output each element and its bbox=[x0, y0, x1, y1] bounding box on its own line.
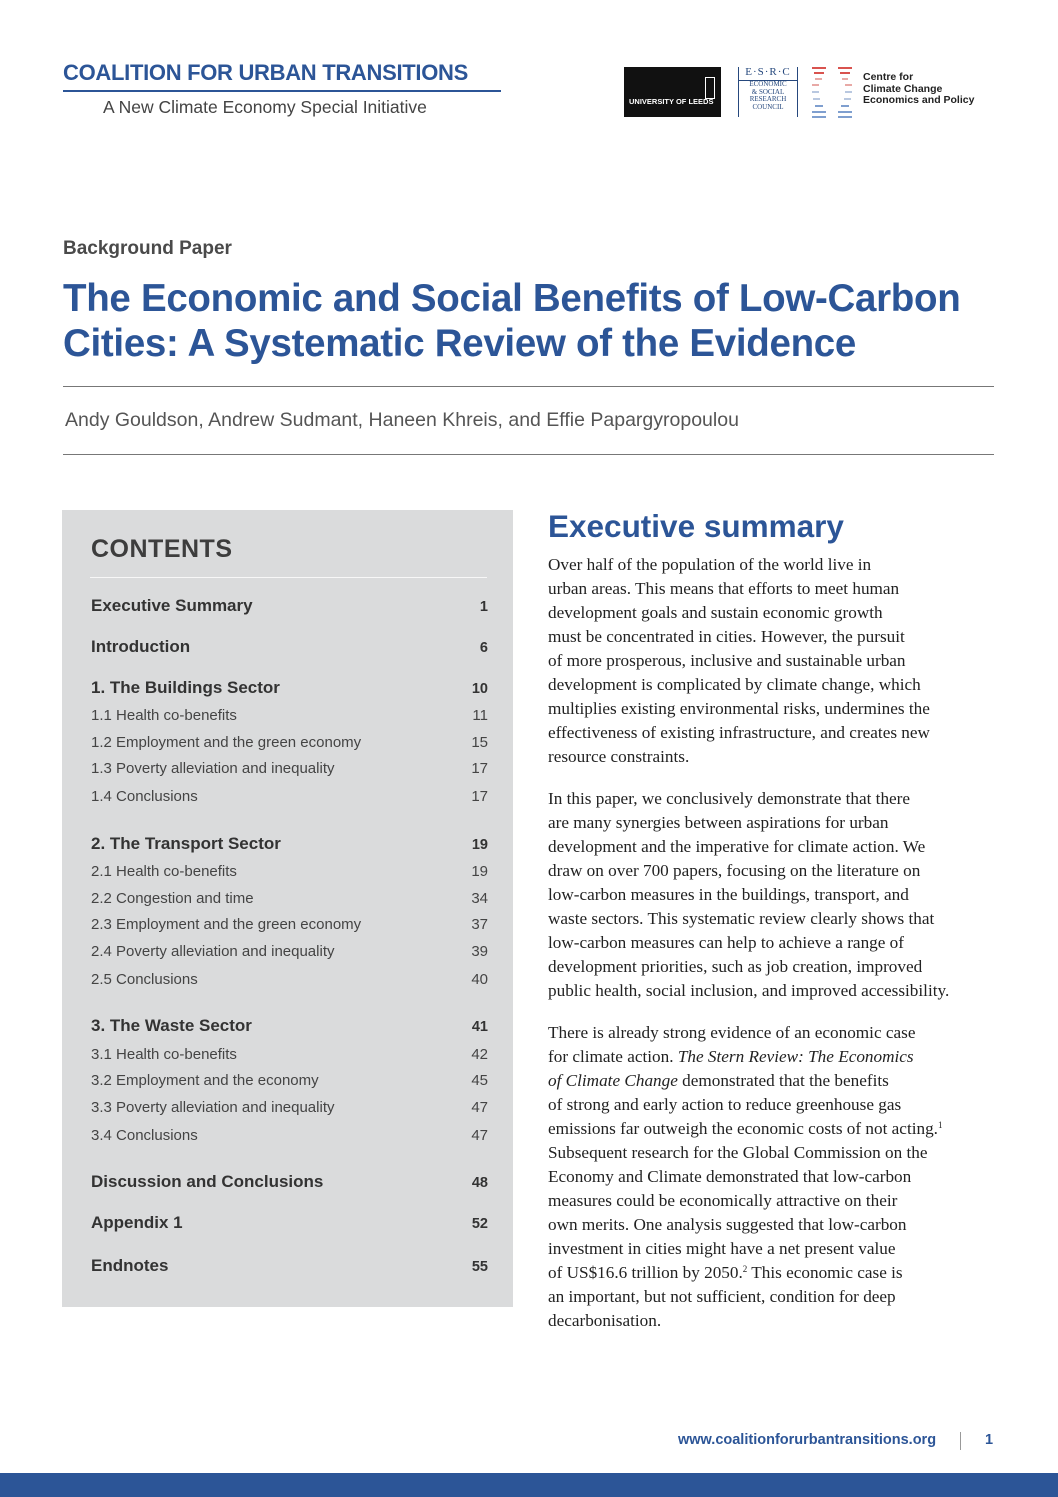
summary-paragraph bbox=[548, 787, 998, 1003]
divider bbox=[63, 386, 994, 387]
text-line: measures could be economically attractive on their bbox=[548, 1191, 898, 1210]
text-line: development priorities, such as job creation, improved bbox=[548, 957, 923, 976]
toc-page: 17 bbox=[471, 788, 488, 805]
text-line: must be concentrated in cities. However, the pursuit bbox=[548, 627, 905, 646]
toc-label: 3. The Waste Sector bbox=[91, 1016, 252, 1035]
toc-label: Appendix 1 bbox=[91, 1213, 183, 1232]
toc-label: 3.1 Health co-benefits bbox=[91, 1046, 237, 1063]
text-line: of strong and early action to reduce greenhouse gas bbox=[548, 1095, 902, 1114]
toc-entry[interactable] bbox=[91, 863, 488, 880]
toc-page: 1 bbox=[479, 599, 488, 615]
text-line: public health, social inclusion, and improved accessibility. bbox=[548, 981, 950, 1000]
toc-entry[interactable] bbox=[91, 1072, 488, 1089]
text-line: development is complicated by climate change, which bbox=[548, 675, 921, 694]
esrc-logo-line: ECONOMIC bbox=[749, 80, 787, 88]
esrc-logo-top: E·S·R·C bbox=[739, 67, 797, 81]
toc-label: Executive Summary bbox=[91, 596, 253, 615]
text-line bbox=[548, 1261, 998, 1285]
toc-label: 3.3 Poverty alleviation and inequality bbox=[91, 1099, 335, 1116]
toc-page: 40 bbox=[471, 971, 488, 988]
contents-rule bbox=[90, 577, 487, 578]
executive-summary-body bbox=[548, 553, 998, 1351]
esrc-logo-line: COUNCIL bbox=[752, 102, 784, 111]
toc-label: 2.1 Health co-benefits bbox=[91, 863, 237, 880]
authors: Andy Gouldson, Andrew Sudmant, Haneen Khreis, and Effie Papargyropoulou bbox=[65, 409, 739, 431]
executive-summary-title: Executive summary bbox=[548, 508, 844, 544]
cccep-line: Economics and Policy bbox=[863, 94, 975, 106]
toc-entry[interactable] bbox=[91, 1099, 488, 1116]
document-title-line: Cities: A Systematic Review of the Evidence bbox=[63, 322, 857, 365]
toc-entry[interactable] bbox=[91, 1213, 488, 1233]
text-line: Subsequent research for the Global Commission on the bbox=[548, 1143, 928, 1162]
toc-page: 11 bbox=[472, 707, 488, 724]
document-title bbox=[63, 276, 1023, 366]
text-run: of US$16.6 trillion by 2050. bbox=[548, 1263, 743, 1282]
text-line: investment in cities might have a net present value bbox=[548, 1239, 896, 1258]
toc-page: 34 bbox=[471, 890, 488, 907]
toc-entry[interactable] bbox=[91, 707, 488, 724]
toc-label: 2.5 Conclusions bbox=[91, 971, 198, 988]
footer-website-link[interactable]: www.coalitionforurbantransitions.org bbox=[678, 1432, 937, 1448]
toc-label: 2.4 Poverty alleviation and inequality bbox=[91, 943, 335, 960]
document-title-line: The Economic and Social Benefits of Low-Carbon bbox=[63, 277, 961, 320]
leeds-tower-icon bbox=[705, 77, 715, 99]
text-line bbox=[548, 1117, 998, 1141]
brand-title: COALITION FOR URBAN TRANSITIONS bbox=[63, 60, 469, 85]
text-line: waste sectors. This systematic review clearly shows that bbox=[548, 909, 935, 928]
toc-page: 37 bbox=[471, 916, 488, 933]
footer-bar bbox=[0, 1473, 1058, 1497]
toc-label: 3.2 Employment and the economy bbox=[91, 1072, 319, 1089]
toc-page: 19 bbox=[471, 863, 488, 880]
toc-label: Discussion and Conclusions bbox=[91, 1172, 324, 1191]
summary-paragraph bbox=[548, 1021, 998, 1333]
toc-label: 1.3 Poverty alleviation and inequality bbox=[91, 760, 335, 777]
toc-page: 17 bbox=[471, 760, 488, 777]
toc-page: 45 bbox=[471, 1072, 488, 1089]
cccep-emblem-icon bbox=[806, 65, 858, 120]
text-line: an important, but not sufficient, condition for deep bbox=[548, 1287, 896, 1306]
text-line: In this paper, we conclusively demonstrate that there bbox=[548, 789, 911, 808]
summary-paragraph bbox=[548, 553, 998, 769]
text-line: low-carbon measures can help to achieve a range of bbox=[548, 933, 904, 952]
text-run: for climate action. bbox=[548, 1047, 678, 1066]
toc-entry[interactable] bbox=[91, 734, 488, 751]
text-line: draw on over 700 papers, focusing on the literature on bbox=[548, 861, 921, 880]
toc-page: 15 bbox=[471, 734, 488, 751]
toc-label: 3.4 Conclusions bbox=[91, 1127, 198, 1144]
document-type: Background Paper bbox=[63, 238, 232, 259]
toc-entry[interactable] bbox=[91, 788, 488, 805]
esrc-logo-line: RESEARCH bbox=[749, 95, 787, 103]
text-line: of more prosperous, inclusive and sustainable urban bbox=[548, 651, 906, 670]
toc-page: 55 bbox=[471, 1259, 488, 1275]
esrc-logo-line: & SOCIAL bbox=[751, 87, 785, 96]
leeds-logo-text: UNIVERSITY OF LEEDS bbox=[629, 97, 714, 106]
contents-panel bbox=[62, 510, 513, 1307]
text-line: low-carbon measures in the buildings, transport, and bbox=[548, 885, 909, 904]
text-line: There is already strong evidence of an economic case bbox=[548, 1023, 916, 1042]
toc-entry[interactable] bbox=[91, 1127, 488, 1144]
cccep-logo-text bbox=[863, 72, 974, 107]
toc-entry[interactable] bbox=[91, 1256, 488, 1276]
text-line bbox=[548, 1069, 998, 1093]
toc-entry[interactable] bbox=[91, 637, 488, 657]
toc-label: Endnotes bbox=[91, 1256, 169, 1275]
toc-entry[interactable] bbox=[91, 1172, 488, 1192]
text-line: Economy and Climate demonstrated that low-carbon bbox=[548, 1167, 912, 1186]
text-line: Over half of the population of the world live in bbox=[548, 555, 872, 574]
toc-label: 2.2 Congestion and time bbox=[91, 890, 254, 907]
endnote-ref[interactable]: 1 bbox=[937, 1120, 943, 1130]
toc-page: 41 bbox=[471, 1019, 488, 1035]
toc-entry[interactable] bbox=[91, 834, 488, 854]
toc-entry[interactable] bbox=[91, 1016, 488, 1036]
toc-entry[interactable] bbox=[91, 943, 488, 960]
esrc-logo bbox=[738, 67, 798, 117]
toc-label: 1. The Buildings Sector bbox=[91, 678, 280, 697]
toc-entry[interactable] bbox=[91, 596, 488, 616]
toc-page: 48 bbox=[471, 1175, 488, 1191]
text-line: resource constraints. bbox=[548, 747, 690, 766]
text-line: development and the imperative for climate action. We bbox=[548, 837, 926, 856]
toc-label: 1.1 Health co-benefits bbox=[91, 707, 237, 724]
text-line: are many synergies between aspirations for urban bbox=[548, 813, 889, 832]
brand-rule bbox=[63, 90, 501, 92]
toc-entry[interactable] bbox=[91, 1046, 488, 1063]
contents-title: CONTENTS bbox=[91, 535, 233, 563]
brand-header bbox=[63, 60, 503, 118]
text-line: development goals and sustain economic growth bbox=[548, 603, 883, 622]
toc-entry[interactable] bbox=[91, 760, 488, 777]
cccep-line: Climate Change bbox=[863, 82, 943, 95]
page-number: 1 bbox=[985, 1432, 994, 1448]
text-line: effectiveness of existing infrastructure, and creates new bbox=[548, 723, 930, 742]
toc-entry[interactable] bbox=[91, 971, 488, 988]
text-run: emissions far outweigh the economic costs of not acting. bbox=[548, 1119, 938, 1138]
toc-entry[interactable] bbox=[91, 890, 488, 907]
text-line: urban areas. This means that efforts to meet human bbox=[548, 579, 900, 598]
toc-page: 47 bbox=[471, 1127, 488, 1144]
toc-label: 2. The Transport Sector bbox=[91, 834, 281, 853]
divider bbox=[63, 454, 994, 455]
text-line: decarbonisation. bbox=[548, 1311, 662, 1330]
toc-label: 1.4 Conclusions bbox=[91, 788, 198, 805]
toc-label: 1.2 Employment and the green economy bbox=[91, 734, 362, 751]
text-line: multiplies existing environmental risks, undermines the bbox=[548, 699, 930, 718]
toc-page: 42 bbox=[471, 1046, 488, 1063]
text-run: This economic case is bbox=[747, 1263, 903, 1282]
text-run: demonstrated that the benefits bbox=[677, 1071, 889, 1090]
text-line: own merits. One analysis suggested that low-carbon bbox=[548, 1215, 907, 1234]
toc-page: 47 bbox=[471, 1099, 488, 1116]
toc-page: 19 bbox=[471, 837, 488, 853]
toc-page: 6 bbox=[479, 640, 488, 656]
footer-separator bbox=[960, 1432, 961, 1450]
text-line bbox=[548, 1045, 998, 1069]
cited-title: The Stern Review: The Economics bbox=[677, 1047, 914, 1066]
toc-label: 2.3 Employment and the green economy bbox=[91, 916, 362, 933]
endnote-ref[interactable]: 2 bbox=[742, 1264, 748, 1274]
cccep-logo bbox=[806, 65, 1006, 120]
toc-label: Introduction bbox=[91, 637, 191, 656]
cccep-line: Centre for bbox=[863, 71, 914, 83]
toc-page: 39 bbox=[471, 943, 488, 960]
toc-page: 52 bbox=[471, 1216, 488, 1232]
toc-entry[interactable] bbox=[91, 916, 488, 933]
toc-page: 10 bbox=[471, 681, 488, 697]
university-of-leeds-logo bbox=[624, 67, 721, 117]
toc-entry[interactable] bbox=[91, 678, 488, 698]
brand-subtitle: A New Climate Economy Special Initiative bbox=[103, 97, 427, 117]
cited-title: of Climate Change bbox=[548, 1071, 678, 1090]
